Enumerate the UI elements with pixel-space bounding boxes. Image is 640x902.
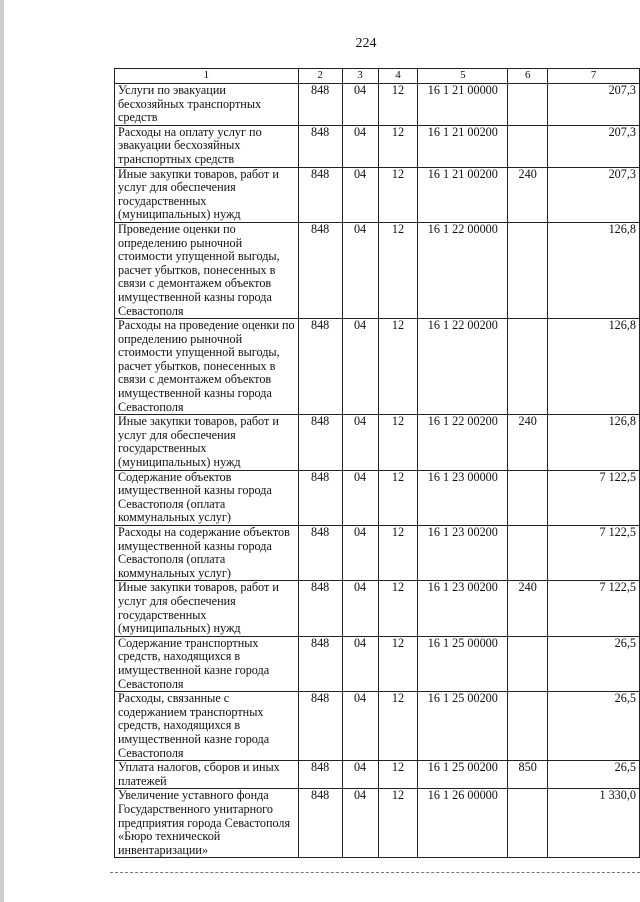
grbs-code: 848: [298, 84, 342, 126]
section-code: 04: [342, 789, 378, 858]
grbs-code: 848: [298, 761, 342, 789]
target-article-code: 16 1 25 00000: [418, 636, 508, 691]
grbs-code: 848: [298, 692, 342, 761]
section-code: 04: [342, 167, 378, 222]
expense-type-code: [508, 470, 548, 525]
target-article-code: 16 1 26 00000: [418, 789, 508, 858]
row-name: Услуги по эвакуации бесхозяйных транспортных средств: [115, 84, 299, 126]
expense-type-code: 240: [508, 581, 548, 636]
table-row: [115, 84, 640, 126]
row-name: Расходы на оплату услуг по эвакуации бесхозяйных транспортных средств: [115, 125, 299, 167]
grbs-code: 848: [298, 789, 342, 858]
amount: 126,8: [548, 222, 640, 318]
grbs-code: 848: [298, 581, 342, 636]
section-code: 04: [342, 581, 378, 636]
expense-type-code: [508, 319, 548, 415]
table-row: [115, 125, 640, 167]
grbs-code: 848: [298, 222, 342, 318]
expense-type-code: [508, 222, 548, 318]
target-article-code: 16 1 22 00200: [418, 319, 508, 415]
table-row: [115, 222, 640, 318]
column-number: 6: [508, 69, 548, 84]
section-code: 04: [342, 470, 378, 525]
target-article-code: 16 1 23 00200: [418, 526, 508, 581]
expense-type-code: [508, 526, 548, 581]
subsection-code: 12: [378, 125, 418, 167]
row-name: Расходы на проведение оценки по определению рыночной стоимости упущенной выгоды, расчет убытков, понесенных в связи с демонтажем объектов имущественной казны города Севастополя: [115, 319, 299, 415]
section-code: 04: [342, 636, 378, 691]
target-article-code: 16 1 23 00000: [418, 470, 508, 525]
row-name: Уплата налогов, сборов и иных платежей: [115, 761, 299, 789]
expense-type-code: 850: [508, 761, 548, 789]
row-name: Расходы на содержание объектов имущественной казны города Севастополя (оплата коммунальных услуг): [115, 526, 299, 581]
column-number: 4: [378, 69, 418, 84]
subsection-code: 12: [378, 222, 418, 318]
expense-type-code: [508, 125, 548, 167]
amount: 26,5: [548, 761, 640, 789]
expense-type-code: 240: [508, 167, 548, 222]
table-row: [115, 526, 640, 581]
amount: 26,5: [548, 636, 640, 691]
table-row: [115, 167, 640, 222]
amount: 7 122,5: [548, 526, 640, 581]
table-row: [115, 470, 640, 525]
row-name: Иные закупки товаров, работ и услуг для обеспечения государственных (муниципальных) нужд: [115, 167, 299, 222]
section-code: 04: [342, 319, 378, 415]
column-number: 7: [548, 69, 640, 84]
table-row: [115, 789, 640, 858]
subsection-code: 12: [378, 470, 418, 525]
table-row: [115, 319, 640, 415]
subsection-code: 12: [378, 581, 418, 636]
section-code: 04: [342, 222, 378, 318]
column-number-row: [115, 69, 640, 84]
section-code: 04: [342, 84, 378, 126]
column-number: 1: [115, 69, 299, 84]
amount: 126,8: [548, 415, 640, 470]
grbs-code: 848: [298, 415, 342, 470]
row-name: Проведение оценки по определению рыночной стоимости упущенной выгоды, расчет убытков, понесенных в связи с демонтажем объектов имущественной казны города Севастополя: [115, 222, 299, 318]
amount: 207,3: [548, 84, 640, 126]
subsection-code: 12: [378, 415, 418, 470]
table-body: [115, 84, 640, 858]
row-name: Увеличение уставного фонда Государственного унитарного предприятия города Севастополя «Бюро технической инвентаризации»: [115, 789, 299, 858]
table-row: [115, 636, 640, 691]
grbs-code: 848: [298, 526, 342, 581]
target-article-code: 16 1 23 00200: [418, 581, 508, 636]
amount: 207,3: [548, 125, 640, 167]
expense-type-code: 240: [508, 415, 548, 470]
target-article-code: 16 1 25 00200: [418, 692, 508, 761]
table-row: [115, 581, 640, 636]
table-row: [115, 692, 640, 761]
grbs-code: 848: [298, 319, 342, 415]
table-row: [115, 415, 640, 470]
bottom-rule: [110, 872, 640, 873]
amount: 7 122,5: [548, 581, 640, 636]
page-edge: [0, 0, 4, 902]
row-name: Иные закупки товаров, работ и услуг для обеспечения государственных (муниципальных) нужд: [115, 581, 299, 636]
row-name: Расходы, связанные с содержанием транспортных средств, находящихся в имущественной казне города Севастополя: [115, 692, 299, 761]
expense-type-code: [508, 636, 548, 691]
target-article-code: 16 1 21 00200: [418, 125, 508, 167]
amount: 207,3: [548, 167, 640, 222]
amount: 7 122,5: [548, 470, 640, 525]
column-number: 3: [342, 69, 378, 84]
grbs-code: 848: [298, 167, 342, 222]
section-code: 04: [342, 692, 378, 761]
row-name: Иные закупки товаров, работ и услуг для обеспечения государственных (муниципальных) нужд: [115, 415, 299, 470]
amount: 1 330,0: [548, 789, 640, 858]
expense-type-code: [508, 84, 548, 126]
subsection-code: 12: [378, 789, 418, 858]
target-article-code: 16 1 25 00200: [418, 761, 508, 789]
section-code: 04: [342, 125, 378, 167]
row-name: Содержание объектов имущественной казны города Севастополя (оплата коммунальных услуг): [115, 470, 299, 525]
expense-type-code: [508, 692, 548, 761]
subsection-code: 12: [378, 167, 418, 222]
grbs-code: 848: [298, 470, 342, 525]
amount: 126,8: [548, 319, 640, 415]
target-article-code: 16 1 22 00000: [418, 222, 508, 318]
page-number: 224: [355, 36, 377, 51]
grbs-code: 848: [298, 125, 342, 167]
subsection-code: 12: [378, 319, 418, 415]
column-number: 2: [298, 69, 342, 84]
grbs-code: 848: [298, 636, 342, 691]
subsection-code: 12: [378, 692, 418, 761]
amount: 26,5: [548, 692, 640, 761]
target-article-code: 16 1 22 00200: [418, 415, 508, 470]
table-row: [115, 761, 640, 789]
subsection-code: 12: [378, 526, 418, 581]
section-code: 04: [342, 761, 378, 789]
subsection-code: 12: [378, 636, 418, 691]
subsection-code: 12: [378, 761, 418, 789]
subsection-code: 12: [378, 84, 418, 126]
target-article-code: 16 1 21 00200: [418, 167, 508, 222]
target-article-code: 16 1 21 00000: [418, 84, 508, 126]
section-code: 04: [342, 415, 378, 470]
section-code: 04: [342, 526, 378, 581]
column-number: 5: [418, 69, 508, 84]
budget-table: [114, 68, 640, 858]
expense-type-code: [508, 789, 548, 858]
row-name: Содержание транспортных средств, находящихся в имущественной казне города Севастополя: [115, 636, 299, 691]
